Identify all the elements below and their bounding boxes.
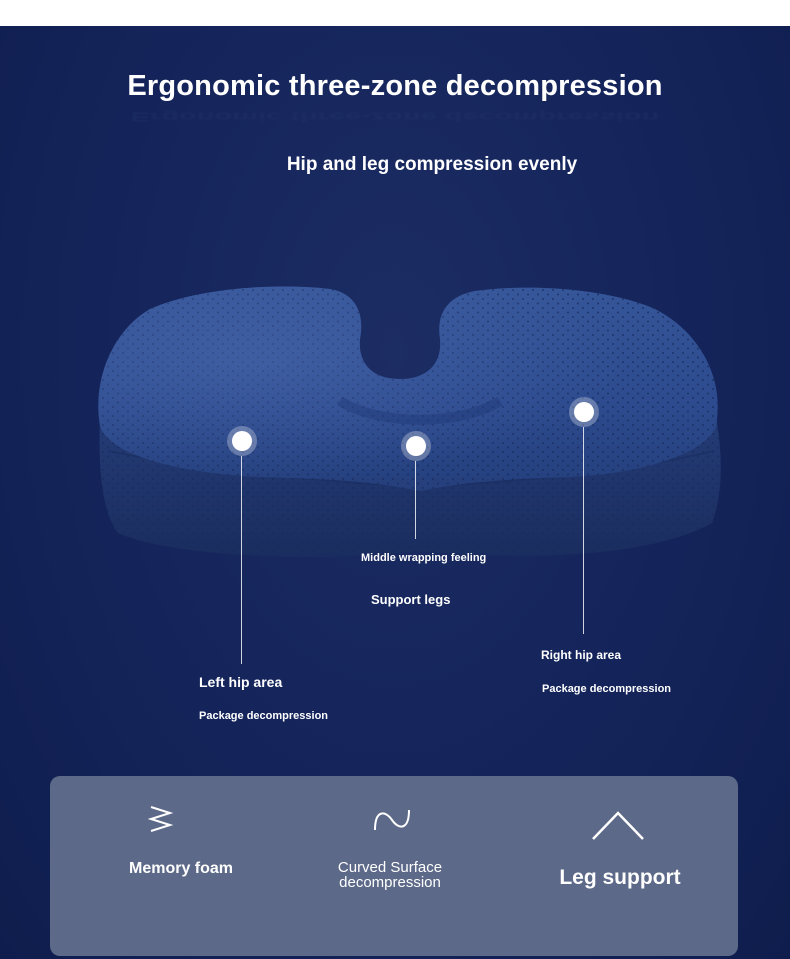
left-hip-marker — [227, 426, 257, 456]
middle-title: Middle wrapping feeling — [361, 552, 487, 564]
product-panel — [0, 26, 790, 959]
wave-icon — [372, 806, 412, 834]
middle-leader-line — [415, 461, 416, 539]
zigzag-icon — [148, 804, 174, 836]
left-hip-title: Left hip area — [199, 674, 283, 690]
title-reflection: Ergonomic three-zone decompression — [130, 109, 660, 124]
feature-memory-foam-label: Memory foam — [128, 860, 234, 877]
right-hip-marker — [569, 397, 599, 427]
middle-marker — [401, 431, 431, 461]
middle-desc: Support legs — [371, 592, 451, 607]
feature-curved-surface-line2: decompression — [339, 874, 441, 891]
page-title: Ergonomic three-zone decompression — [127, 70, 663, 102]
right-hip-title: Right hip area — [541, 648, 622, 662]
page-subtitle: Hip and leg compression evenly — [286, 154, 578, 175]
right-hip-desc: Package decompression — [542, 683, 672, 695]
left-hip-desc: Package decompression — [199, 710, 329, 722]
feature-leg-support-label: Leg support — [559, 866, 681, 889]
feature-curved-surface-line1: Curved Surface — [337, 859, 443, 876]
feature-curved-surface-label — [320, 860, 460, 890]
chevron-up-icon — [590, 808, 646, 842]
right-hip-leader-line — [583, 427, 584, 634]
left-hip-leader-line — [241, 456, 242, 664]
seat-cushion-image — [90, 251, 730, 571]
feature-panel — [50, 776, 738, 956]
